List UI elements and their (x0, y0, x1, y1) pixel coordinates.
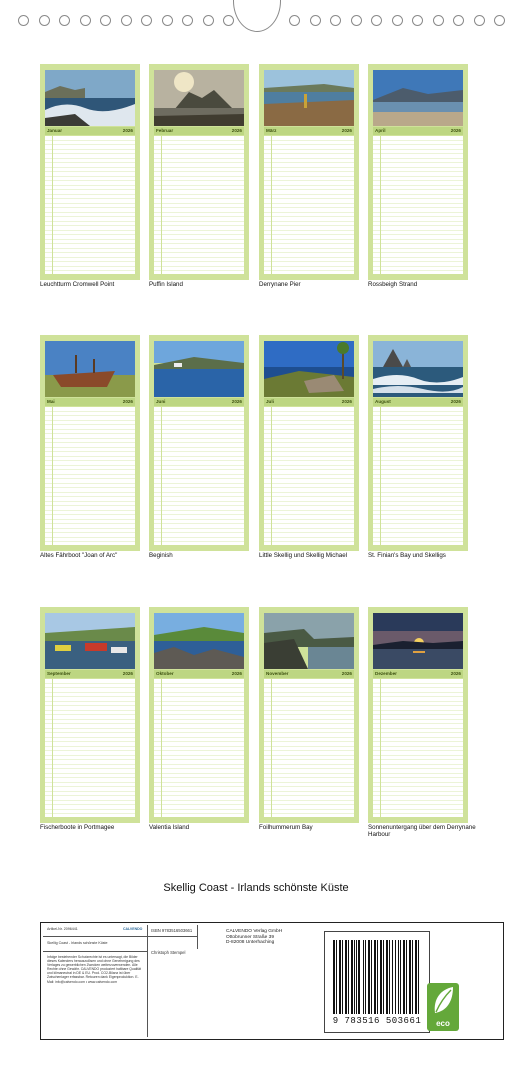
barcode-bar (412, 940, 413, 1014)
month-header (373, 398, 463, 406)
month-page (259, 64, 359, 280)
divider (43, 936, 147, 937)
month-year: 2026 (450, 671, 461, 676)
divider (147, 925, 148, 1037)
barcode-bar (392, 940, 393, 1014)
month-photo (154, 613, 244, 669)
month-year: 2026 (122, 671, 133, 676)
barcode-bars (333, 940, 421, 1014)
divider (43, 951, 147, 952)
month-photo (264, 70, 354, 126)
month-year: 2026 (341, 399, 352, 404)
photo-caption: Puffin Island (149, 281, 183, 288)
month-photo (373, 341, 463, 397)
month-page (40, 64, 140, 280)
eco-badge (427, 983, 459, 1031)
photo-caption: Beginish (149, 552, 173, 559)
month-page (368, 64, 468, 280)
imprint-calendar-title: Skellig Coast - Irlands schönste Küste (47, 941, 108, 945)
publisher-city: D-82008 Unterhaching (226, 940, 275, 946)
month-year: 2026 (341, 671, 352, 676)
month-header (45, 127, 135, 135)
day-planner-grid (154, 407, 244, 545)
month-name: Mai (47, 399, 55, 404)
day-planner-grid (45, 679, 135, 817)
month-page (259, 607, 359, 823)
month-name: April (375, 128, 386, 133)
photo-caption: Sonnenuntergang über dem Derrynane Harbour (368, 824, 476, 839)
calendar-title: Skellig Coast - Irlands schönste Küste (163, 882, 349, 894)
month-page (259, 335, 359, 551)
photo-caption: Little Skellig und Skellig Michael (259, 552, 348, 559)
barcode (324, 931, 430, 1033)
eco-label: eco (436, 1019, 450, 1028)
month-year: 2026 (450, 128, 461, 133)
month-name: Juni (156, 399, 166, 404)
month-name: Dezember (375, 671, 397, 676)
month-name: August (375, 399, 391, 404)
barcode-bar (342, 940, 343, 1014)
month-photo (45, 613, 135, 669)
month-name: Februar (156, 128, 174, 133)
photo-caption: Leuchtturm Cromwell Point (40, 281, 115, 288)
month-year: 2026 (122, 128, 133, 133)
article-number: Artikel-Nr. 2096441 (47, 927, 78, 931)
month-photo (264, 613, 354, 669)
day-planner-grid (45, 407, 135, 545)
month-page (40, 335, 140, 551)
month-header (45, 398, 135, 406)
calvendo-logo: CALVENDO (123, 927, 143, 931)
day-planner-grid (373, 136, 463, 274)
photo-caption: Derrynane Pier (259, 281, 301, 288)
month-header (45, 670, 135, 678)
publisher-name: CALVENDO Verlag GmbH (226, 929, 283, 934)
month-name: März (266, 128, 277, 133)
month-header (373, 670, 463, 678)
publisher-address (226, 929, 282, 946)
month-page (149, 64, 249, 280)
month-year: 2026 (231, 671, 242, 676)
imprint-block (40, 922, 504, 1040)
month-page (368, 607, 468, 823)
month-year: 2026 (450, 399, 461, 404)
month-name: Januar (47, 128, 63, 133)
day-planner-grid (264, 679, 354, 817)
author: Christoph Stempel (151, 950, 186, 955)
leaf-icon (427, 983, 459, 1017)
day-planner-grid (154, 136, 244, 274)
divider (147, 936, 197, 937)
month-page (368, 335, 468, 551)
month-photo (154, 70, 244, 126)
month-header (154, 398, 244, 406)
divider (197, 925, 198, 949)
month-header (154, 127, 244, 135)
month-photo (264, 341, 354, 397)
day-planner-grid (154, 679, 244, 817)
month-header (264, 127, 354, 135)
photo-caption: Foilhummerum Bay (259, 824, 313, 831)
month-name: September (47, 671, 71, 676)
day-planner-grid (264, 136, 354, 274)
photo-caption: Fischerboote in Portmagee (40, 824, 115, 831)
day-planner-grid (373, 679, 463, 817)
day-planner-grid (373, 407, 463, 545)
month-name: Juli (266, 399, 274, 404)
month-header (264, 670, 354, 678)
publisher-street: Ottobrunner Straße 39 (226, 934, 274, 940)
month-header (264, 398, 354, 406)
month-year: 2026 (231, 399, 242, 404)
day-planner-grid (264, 407, 354, 545)
month-photo (373, 70, 463, 126)
month-name: Oktober (156, 671, 174, 676)
month-year: 2026 (231, 128, 242, 133)
month-photo (45, 70, 135, 126)
photo-caption: Valentia Island (149, 824, 190, 831)
rights-text: Infolge bestehender Schutzrechte ist es untersagt, die Bilder dieses Kalenders herauszulösen und ohne Genehmigung des Verlages zu gewerblichen Zwecken weiterzuverwenden. Alle Rechte ohne Gewähr. CALVENDO produziert haltbare Qualität und klimaneutral in DE & EU. Prod. CO2-Bilanz ist über Zwischenlager erfassbar. Retouren dank Eigenproduktion. E-Mail: info@calvendo.com • www.calvendo.com (47, 955, 141, 984)
month-header (373, 127, 463, 135)
month-year: 2026 (341, 128, 352, 133)
barcode-number: 9 783516 503661 (332, 1016, 422, 1026)
month-name: November (266, 671, 289, 676)
isbn: ISBN 9783516503661 (151, 928, 193, 933)
month-photo (373, 613, 463, 669)
month-year: 2026 (122, 399, 133, 404)
month-header (154, 670, 244, 678)
photo-caption: Rossbeigh Strand (368, 281, 418, 288)
month-photo (45, 341, 135, 397)
month-page (40, 607, 140, 823)
month-page (149, 607, 249, 823)
photo-caption: Altes Fährboot "Joan of Arc" (40, 552, 118, 559)
month-photo (154, 341, 244, 397)
photo-caption: St. Finian's Bay und Skelligs (368, 552, 446, 559)
month-page (149, 335, 249, 551)
day-planner-grid (45, 136, 135, 274)
